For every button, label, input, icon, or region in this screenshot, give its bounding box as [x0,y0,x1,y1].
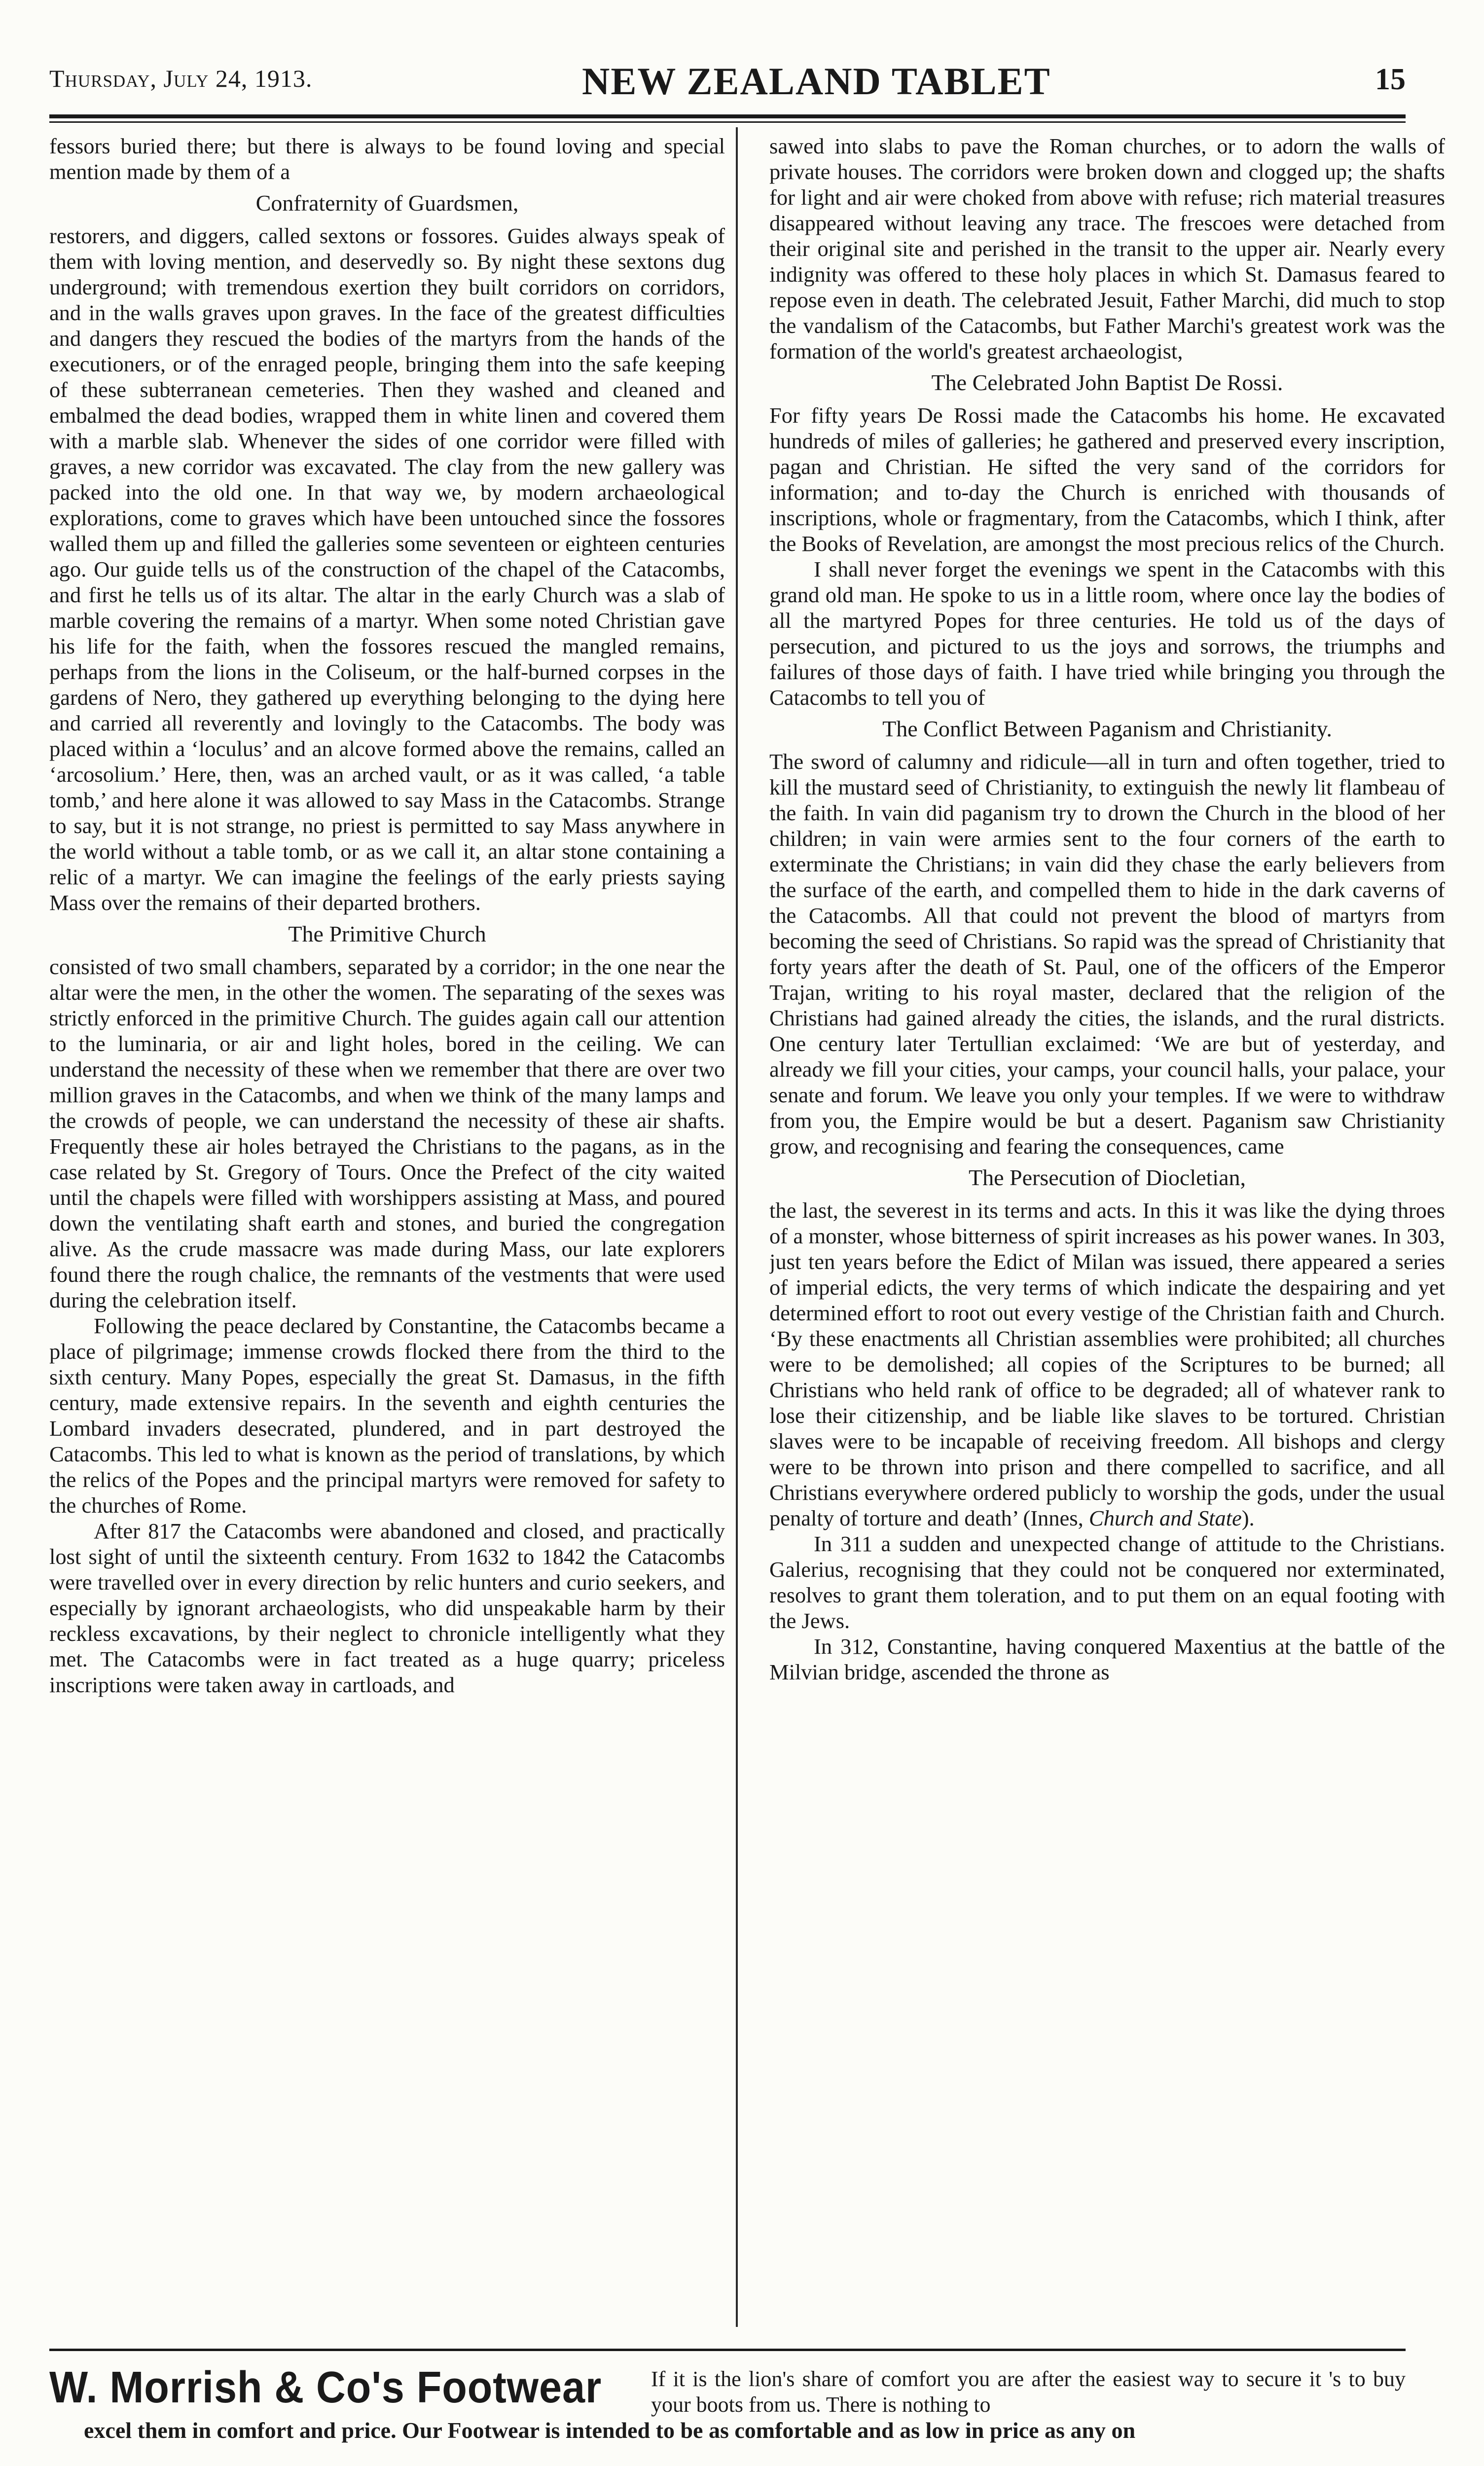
section-heading: Confraternity of Guardsmen, [255,190,519,216]
paragraph: In 312, Constantine, having conquered Maxentius at the battle of the Milvian bridge, ascended the throne as [769,1634,1445,1684]
advertisement-blurb: If it is the lion's share of comfort you are after the easiest way to secure it 's to buy your boots from us. There is nothing to [651,2367,1406,2417]
paragraph: The sword of calumny and ridicule—all in turn and often together, tried to kill the mustard seed of Christianity, to extinguish the newly lit flambeau of the faith. In vain did paganism try to drown the Church in the blood of her children; in vain were armies sent to the four corners of the earth to exterminate the Christians; in vain did they chase the early believers from the surface of the earth, and compelled them to hide in the dark caverns of the Catacombs. All that could not prevent the blood of martyrs from becoming the seed of Christians. So rapid was the spread of Christianity that forty years after the death of St. Paul, one of the officers of the Emperor Trajan, writing to his royal master, declared that the religion of the Christians had gained already the cities, the islands, and the rural districts. One century later Tertullian exclaimed: ‘We are but of yesterday, and already we fill your cities, your camps, your council halls, your palace, your senate and forum. We leave you only your temples. If we were to withdraw from you, the Empire would be but a desert. Paganism saw Christianity grow, and recognising and fearing the consequences, came [769,749,1445,1159]
paragraph: fessors buried there; but there is always to be found loving and special mention made by them of a [49,134,725,184]
advertisement-rule [49,2349,1406,2351]
paragraph [769,1197,1445,1531]
paragraph: After 817 the Catacombs were abandoned and closed, and practically lost sight of until the sixteenth century. From 1632 to 1842 the Catacombs were travelled over in every direction by relic hunters and curio seekers, and especially by ignorant archaeologists, who did unspeakable harm by their reckless excavations, by their neglect to chronicle intelligently what they met. The Catacombs were in fact treated as a huge quarry; priceless inscriptions were taken away in cartloads, and [49,1519,725,1697]
paragraph: For fifty years De Rossi made the Catacombs his home. He excavated hundreds of miles of galleries; he gathered and preserved every inscription, pagan and Christian. He sifted the very sand of the corridors for information; and to-day the Church is enriched with thousands of inscriptions, whole or fragmentary, from the Catacombs, which I think, after the Books of Revelation, are amongst the most precious relics of the Church. [769,403,1445,556]
paragraph: sawed into slabs to pave the Roman churches, or to adorn the walls of private houses. The corridors were broken down and clogged up; the shafts for light and air were choked from above with refuse; rich material treasures disappeared without leaving any trace. The frescoes were detached from their original site and perished in the transit to the upper air. Nearly every indignity was offered to these holy places in which St. Damasus feared to repose even in death. The celebrated Jesuit, Father Marchi, did much to stop the vandalism of the Catacombs, but Father Marchi's greatest work was the formation of the world's greatest archaeologist, [769,134,1445,363]
publication-title: NEW ZEALAND TABLET [582,60,1051,103]
paragraph-text-end: ). [1241,1506,1255,1530]
advertisement [49,2362,1406,2466]
section-heading: The Primitive Church [288,921,486,946]
masthead [49,59,1406,113]
header-rule-thin [49,121,1406,123]
paragraph-text: the last, the severest in its terms and acts. In this it was like the dying throes of a monster, whose bitterness of spirit increases as his power wanes. In 303, just ten years before the Edict of Milan was issued, there appeared a series of imperial edicts, the very terms of which indicate the despairing and yet determined effort to root out every vestige of the Christian faith and Church. ‘By these enactments all Christian assemblies were prohibited; all churches were to be demolished; all copies of the Scriptures to be burned; all Christians who held rank of office to be degraded; all of whatever rank to lose their citizenship, and be liable like slaves to be tortured. Christian slaves were to be incapable of receiving freedom. All bishops and clergy were to be thrown into prison and there compelled to sacrifice, and all Christians everywhere ordered publicly to worship the gods, under the usual penalty of torture and death’ (Innes, [769,1198,1445,1530]
citation-title: Church and State [1088,1506,1242,1530]
section-heading: The Celebrated John Baptist De Rossi. [931,370,1283,395]
section-heading: The Conflict Between Paganism and Christianity. [882,716,1332,741]
paragraph: consisted of two small chambers, separated by a corridor; in the one near the altar were the men, in the other the women. The separating of the sexes was strictly enforced in the primitive Church. The guides again call our attention to the luminaria, or air and light holes, bored in the ceiling. We can understand the necessity of these when we remember that there are over two million graves in the Catacombs, and when we think of the many lamps and the crowds of people, we can understand the necessity of these air shafts. Frequently these air holes betrayed the Christians to the pagans, as in the case related by St. Gregory of Tours. Once the Prefect of the city waited until the chapels were filled with worshippers assisting at Mass, and poured down the ventilating shaft earth and stones, and buried the congregation alive. As the crude massacre was made during Mass, our late explorers found there the rough chalice, the remnants of the vestments that were used during the celebration itself. [49,954,725,1312]
paragraph: Following the peace declared by Constantine, the Catacombs became a place of pilgrimage; immense crowds flocked there from the third to the sixth century. Many Popes, especially the great St. Damasus, in the fifth century, made extensive repairs. In the seventh and eighth centuries the Lombard invaders desecrated, plundered, and in part destroyed the Catacombs. This led to what is known as the period of translations, by which the relics of the Popes and the principal martyrs were removed for safety to the churches of Rome. [49,1313,725,1518]
right-column [769,133,1445,2323]
header-rule [49,114,1406,118]
issue-date: Thursday, July 24, 1913. [49,65,313,92]
paragraph: restorers, and diggers, called sextons or fossores. Guides always speak of them with loving mention, and deservedly so. By night these sextons dug underground; with tremendous exertion they built corridors on corridors, and in the walls graves upon graves. In the face of the greatest difficulties and dangers they rescued the bodies of the martyrs from the hands of the executioners, or of the enraged people, bringing them into the safe keeping of these subterranean cemeteries. Then they washed and cleaned and embalmed the dead bodies, wrapped them in white linen and covered them with a marble slab. Whenever the sides of one corridor were filled with graves, a new corridor was excavated. The clay from the new gallery was packed into the old one. In that way we, by modern archaeological explorations, come to graves which have been untouched since the fossores walled them up and filled the galleries some seventeen or eighteen centuries ago. Our guide tells us of the construction of the chapel of the Catacombs, and first he tells us of its altar. The altar in the early Church was a slab of marble covering the remains of a martyr. When some noted Christian gave his life for the faith, when the fossores rescued the mangled remains, perhaps from the lions in the Coliseum, or the half-burned corpses in the gardens of Nero, they gathered up everything belonging to the dying here and carried all reverently and lovingly to the Catacombs. The body was placed within a ‘loculus’ and an alcove formed above the remains, called an ‘arcosolium.’ Here, then, was an arched vault, or as it was called, ‘a table tomb,’ and here alone it was allowed to say Mass in the Catacombs. Strange to say, but it is not strange, no priest is permitted to say Mass anywhere in the world without a table tomb, or as we call it, an altar stone containing a relic of a martyr. We can imagine the feelings of the early priests saying Mass over the remains of their departed brothers. [49,223,725,915]
paragraph: I shall never forget the evenings we spent in the Catacombs with this grand old man. He spoke to us in a little room, where once lay the bodies of all the martyred Popes for three centuries. He told us of the days of persecution, and pictured to us the joys and sorrows, the triumphs and failures of those days of faith. I have tried while bringing you through the Catacombs to tell you of [769,557,1445,710]
left-column [49,133,725,2323]
advertisement-brand: W. Morrish & Co's Footwear [49,2363,602,2412]
paragraph: In 311 a sudden and unexpected change of attitude to the Christians. Galerius, recognising that they could not be conquered nor exterminated, resolves to grant them toleration, and to put them on an equal footing with the Jews. [769,1531,1445,1633]
section-heading: The Persecution of Diocletian, [968,1165,1246,1190]
advertisement-tagline: excel them in comfort and price. Our Footwear is intended to be as comfortable and as low in price as any on [84,2418,1136,2443]
page-number: 15 [1375,63,1406,96]
column-divider [736,127,738,2327]
